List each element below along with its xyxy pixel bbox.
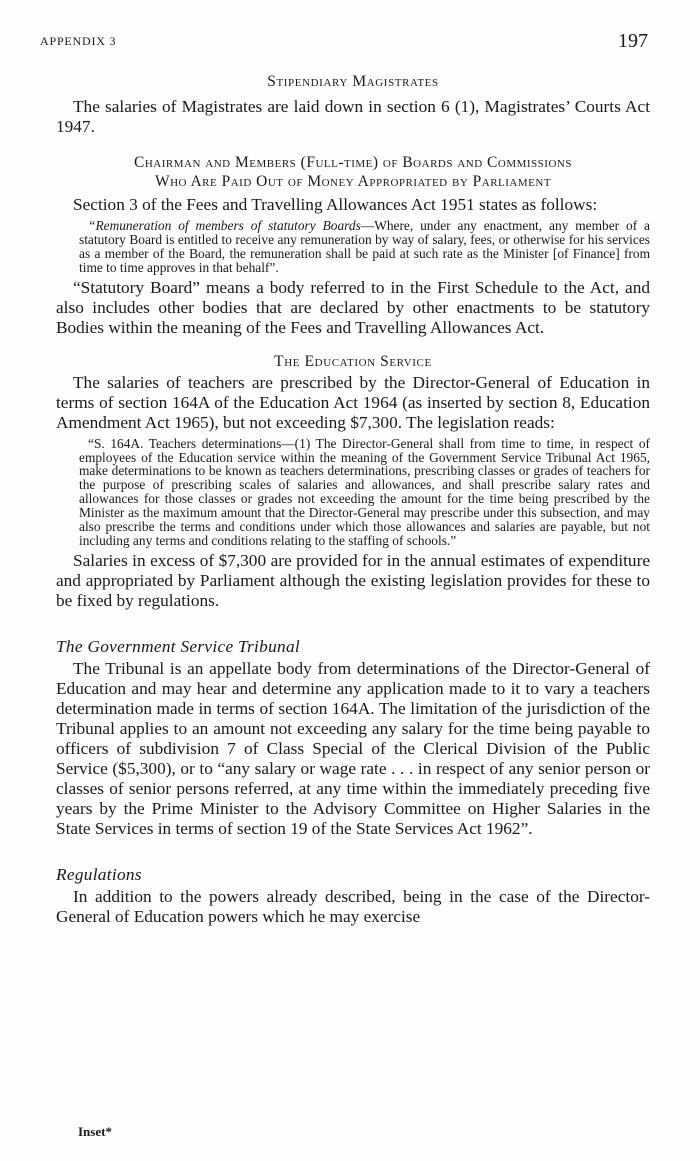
paragraph-salaries-excess: Salaries in excess of $7,300 are provided for in the annual estimates of expenditure and appropriated by Parliament although the existing legislation provides for these to be fixed by regulations.	[56, 550, 650, 610]
paragraph-tribunal: The Tribunal is an appellate body from determinations of the Director-General of Education and may hear and determine any application made to it to vary a teachers determination made in terms of section 164A. The limitation of the jurisdiction of the Tribunal applies to an amount not exceeding any salary for the time being payable to officers of subdivision 7 of Class Special of the Clerical Division of the Public Service ($5,300), or to “any salary or wage rate . . . in respect of any senior person or classes of senior persons referred, at any time within the immediately preceding five years by the Prime Minister to the Advisory Committee on Higher Salaries in the State Services in terms of section 19 of the State Services Act 1962”.	[56, 658, 650, 838]
block-quote-remuneration	[56, 219, 650, 275]
footer-inset-mark: Inset*	[78, 1124, 112, 1139]
paragraph-fees-act: Section 3 of the Fees and Travelling Allowances Act 1951 states as follows:	[73, 195, 598, 214]
paragraph-teacher-salaries: The salaries of teachers are prescribed by the Director-General of Education in terms of section 164A of the Education Act 1964 (as inserted by section 8, Education Amendment Act 1965), but not exceeding $7,300. The legislation reads:	[56, 372, 650, 432]
block-quote-section-164a: “S. 164A. Teachers determinations—(1) The Director-General shall from time to time, in respect of employees of the Education service within the meaning of the Government Service Tribunal Act 1965, make determinations to be known as teachers determinations, prescribing classes or grades of teachers for the purpose of prescribing scales of salaries and allowances, and shall prescribe salary rates and allowances for those classes or grades not exceeding the amount for the time being prescribed by the Minister as the maximum amount that the Director-General may prescribe under this subsection, and may also prescribe the terms and conditions under which those allowances and salaries are payable, but not including any terms and conditions relating to the staffing of schools.”	[79, 435, 650, 548]
section-heading-boards-line2: Who Are Paid Out of Money Appropriated by Parliament	[154, 173, 552, 190]
running-head	[40, 30, 648, 54]
page-number: 197	[618, 30, 648, 52]
section-heading-boards-line1: Chairman and Members (Full-time) of Boards and Commissions	[134, 154, 572, 171]
page-body	[56, 72, 650, 927]
paragraph-statutory-board: “Statutory Board” means a body referred to in the First Schedule to the Act, and also includes other bodies that are declared by other enactments to be statutory Bodies within the meaning of the Fees and Travelling Allowances Act.	[56, 277, 650, 337]
paragraph-magistrates: The salaries of Magistrates are laid down in section 6 (1), Magistrates’ Courts Act 1947.	[56, 97, 650, 136]
section-heading-education: The Education Service	[274, 352, 432, 370]
section-heading-boards	[56, 153, 650, 191]
paragraph-regulations: In addition to the powers already described, being in the case of the Director-General of Education powers which he may exercise	[56, 886, 650, 926]
quote-title: “Remuneration of members of statutory Boards	[88, 218, 361, 233]
subheading-regulations: Regulations	[56, 864, 142, 884]
appendix-label: APPENDIX 3	[40, 34, 117, 48]
subheading-tribunal: The Government Service Tribunal	[56, 636, 300, 656]
quote-body: —Where, under any enactment, any member of a statutory Board is entitled to receive any remuneration by way of salary, fees, or otherwise for his services as a member of the Board, the remuneration shall be paid at such rate as the Minister [of Finance] from time to time approves in that behalf”.	[79, 218, 650, 275]
section-heading-magistrates: Stipendiary Magistrates	[267, 73, 439, 90]
